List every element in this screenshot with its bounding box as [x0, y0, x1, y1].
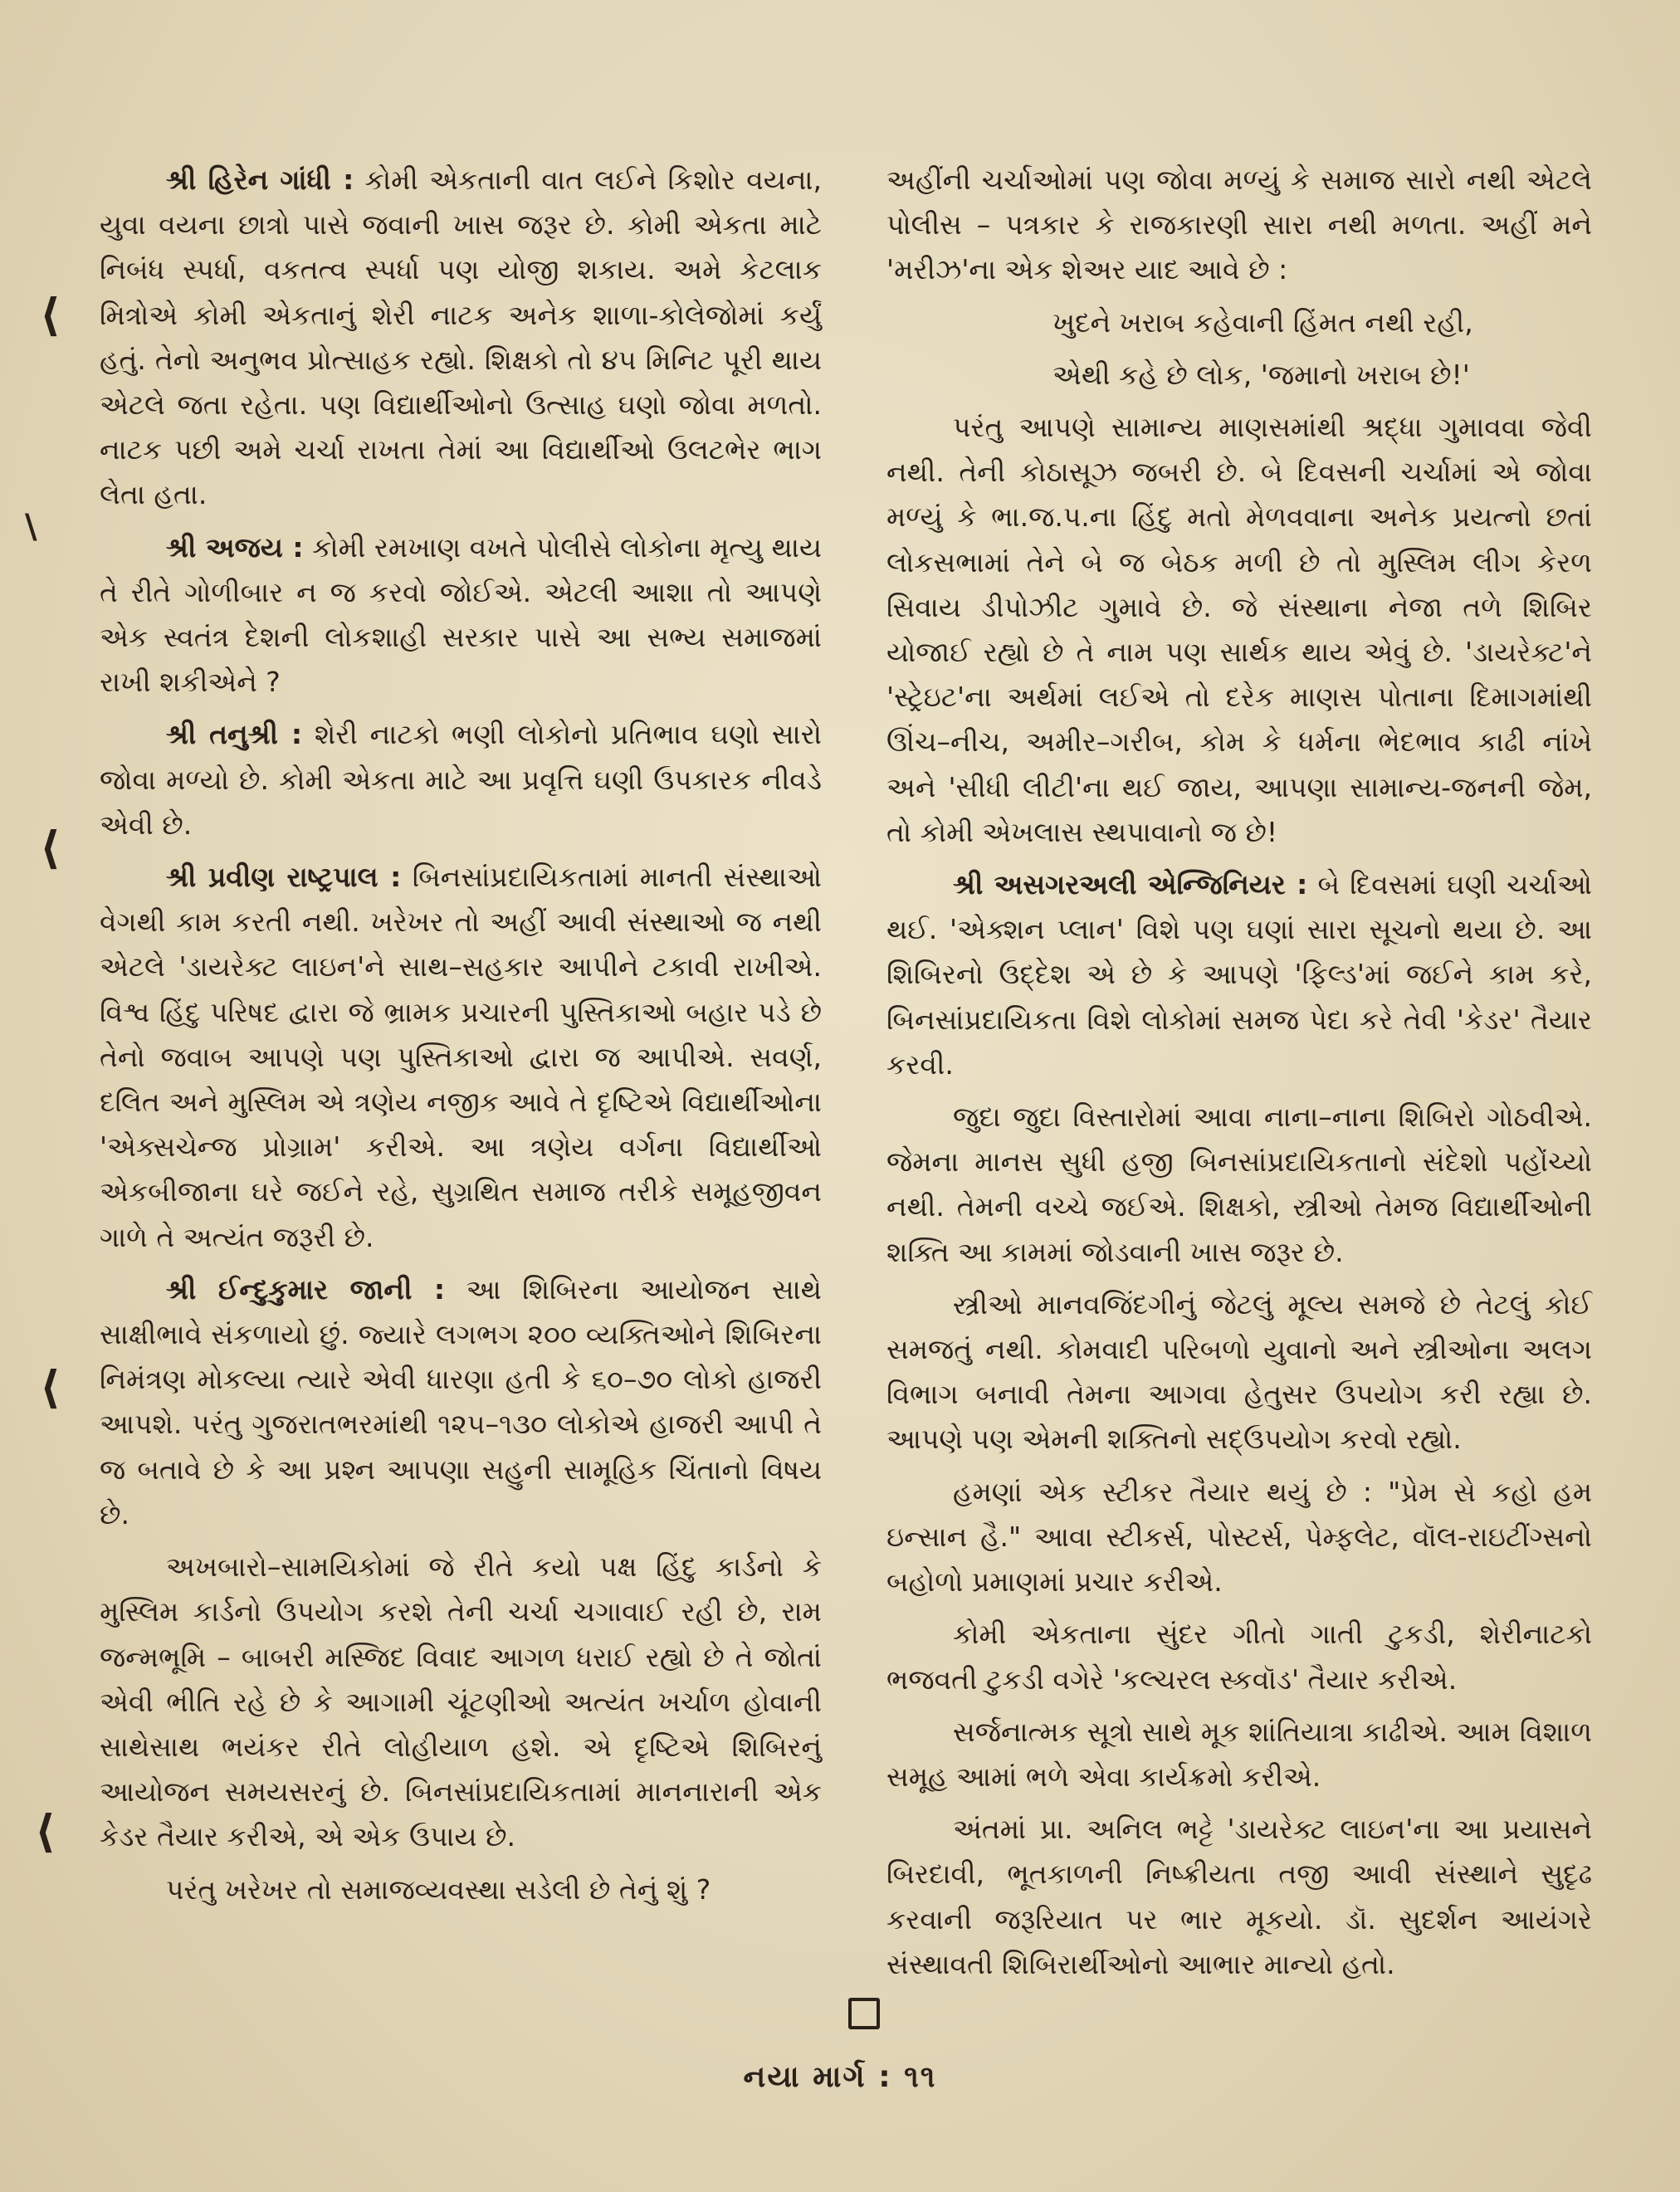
paragraph-text: જુદા જુદા વિસ્તારોમાં આવા નાના–નાના શિબિરો ગોઠવીએ. જેમના માનસ સુધી હજી બિનસાંપ્રદાયિકતાનો સંદેશો પહોંચ્યો નથી. તેમની વચ્ચે જઈએ. શિક્ષકો, સ્ત્રીઓ તેમજ વિદ્યાર્થીઓની શક્તિ આ કામમાં જોડવાની ખાસ જરૂર છે.	[886, 1101, 1592, 1268]
paragraph	[886, 1095, 1592, 1275]
margin-tick-mark: ⟨	[40, 289, 61, 341]
speaker-name: શ્રી અસગરઅલી એન્જિનિયર :	[953, 868, 1308, 901]
paragraph	[100, 712, 822, 847]
paragraph	[100, 855, 822, 1260]
paragraph-text: કોમી એકતાની વાત લઈને કિશોર વયના, યુવા વયના છાત્રો પાસે જવાની ખાસ જરૂર છે. કોમી એકતા માટે નિબંધ સ્પર્ધા, વકતત્વ સ્પર્ધા પણ યોજી શકાય. અમે કેટલાક મિત્રોએ કોમી એકતાનું શેરી નાટક અનેક શાળા-કોલેજોમાં કર્યું હતું. તેનો અનુભવ પ્રોત્સાહક રહ્યો. શિક્ષકો તો ૪૫ મિનિટ પૂરી થાય એટલે જતા રહેતા. પણ વિદ્યાર્થીઓનો ઉત્સાહ ઘણો જોવા મળતો. નાટક પછી અમે ચર્ચા રાખતા તેમાં આ વિદ્યાર્થીઓ ઉલટભેર ભાગ લેતા હતા.	[100, 164, 822, 511]
speaker-name: શ્રી અજય :	[166, 530, 304, 564]
speaker-name: શ્રી પ્રવીણ રાષ્ટ્રપાલ :	[166, 861, 402, 894]
paragraph-text: હમણાં એક સ્ટીકર તૈયાર થયું છે : "પ્રેમ સે કહો હમ ઇન્સાન હૈ." આવા સ્ટીકર્સ, પોસ્ટર્સ, પેમ્ફલેટ, વૉલ-રાઇટીંગ્સનો બહોળો પ્રમાણમાં પ્રચાર કરીએ.	[886, 1475, 1592, 1599]
paragraph-text: બે દિવસમાં ઘણી ચર્ચાઓ થઈ. 'એક્શન પ્લાન' વિશે પણ ઘણાં સારા સૂચનો થયા છે. આ શિબિરનો ઉદ્દેશ એ છે કે આપણે 'ફિલ્ડ'માં જઈને કામ કરે, બિનસાંપ્રદાયિકતા વિશે લોકોમાં સમજ પેદા કરે તેવી 'કેડર' તૈયાર કરવી.	[886, 868, 1592, 1081]
paragraph-text: કોમી રમખાણ વખતે પોલીસે લોકોના મૃત્યુ થાય તે રીતે ગોળીબાર ન જ કરવો જોઈએ. એટલી આશા તો આપણે એક સ્વતંત્ર દેશની લોકશાહી સરકાર પાસે આ સભ્ય સમાજમાં રાખી શકીએને ?	[100, 530, 822, 699]
paragraph	[886, 1470, 1592, 1605]
end-of-article-mark	[848, 1998, 880, 2029]
paragraph-text: શેરી નાટકો ભણી લોકોનો પ્રતિભાવ ઘણો સારો જોવા મળ્યો છે. કોમી એકતા માટે આ પ્રવૃત્તિ ઘણી ઉપકારક નીવડે એવી છે.	[100, 718, 822, 841]
page-footer: નયા માર્ગ : ૧૧	[743, 2060, 937, 2094]
paragraph-text: પરંતુ આપણે સામાન્ય માણસમાંથી શ્રદ્ધા ગુમાવવા જેવી નથી. તેની કોઠાસૂઝ જબરી છે. બે દિવસની ચર્ચામાં એ જોવા મળ્યું કે ભા.જ.પ.ના હિંદુ મતો મેળવવાના અનેક પ્રયત્નો છતાં લોકસભામાં તેને બે જ બેઠક મળી છે તો મુસ્લિમ લીગ કેરળ સિવાય ડીપોઝીટ ગુમાવે છે. જે સંસ્થાના નેજા તળે શિબિર યોજાઈ રહ્યો છે તે નામ પણ સાર્થક થાય એવું છે. 'ડાયરેક્ટ'ને 'સ્ટ્રેઇટ'ના અર્થમાં લઈએ તો દરેક માણસ પોતાના દિમાગમાંથી ઊંચ–નીચ, અમીર–ગરીબ, કોમ કે ધર્મના ભેદભાવ કાઢી નાંખે અને 'સીધી લીટી'ના થઈ જાય, આપણા સામાન્ય-જનની જેમ, તો કોમી એખલાસ સ્થપાવાનો જ છે!	[886, 411, 1592, 848]
speaker-name: શ્રી ઈન્દુકુમાર જાની :	[166, 1272, 446, 1306]
paragraph-text: અખબારો–સામયિકોમાં જે રીતે કયો પક્ષ હિંદુ કાર્ડનો કે મુસ્લિમ કાર્ડનો ઉપયોગ કરશે તેની ચર્ચા ચગાવાઈ રહી છે, રામ જન્મભૂમિ – બાબરી મસ્જિદ વિવાદ આગળ ધરાઈ રહ્યો છે તે જોતાં એવી ભીતિ રહે છે કે આગામી ચૂંટણીઓ અત્યંત ખર્ચાળ હોવાની સાથેસાથ ભયંકર રીતે લોહીયાળ હશે. એ દૃષ્ટિએ શિબિરનું આયોજન સમયસરનું છે. બિનસાંપ્રદાયિકતામાં માનનારાની એક કેડર તૈયાર કરીએ, એ એક ઉપાય છે.	[100, 1550, 822, 1853]
margin-tick-mark: \	[25, 508, 37, 546]
paragraph	[886, 1807, 1592, 1987]
margin-tick-mark: ⟨	[40, 822, 61, 874]
paragraph-text: પરંતુ ખરેખર તો સમાજવ્યવસ્થા સડેલી છે તેનું શું ?	[166, 1872, 711, 1906]
paragraph	[886, 862, 1592, 1087]
paragraph-text: આ શિબિરના આયોજન સાથે સાક્ષીભાવે સંકળાયો છું. જ્યારે લગભગ ૨૦૦ વ્યક્તિઓને શિબિરના નિમંત્રણ મોકલ્યા ત્યારે એવી ધારણા હતી કે ૬૦–૭૦ લોકો હાજરી આપશે. પરંતુ ગુજરાતભરમાંથી ૧૨૫–૧૩૦ લોકોએ હાજરી આપી તે જ બતાવે છે કે આ પ્રશ્ન આપણા સહુની સામૂહિક ચિંતાનો વિષય છે.	[100, 1272, 822, 1530]
paragraph	[100, 158, 822, 518]
paragraph	[886, 1612, 1592, 1701]
paragraph	[886, 405, 1592, 855]
verse-line: એથી કહે છે લોક, 'જમાનો ખરાબ છે!'	[1052, 358, 1470, 391]
paragraph	[100, 1267, 822, 1537]
paragraph: અહીંની ચર્ચાઓમાં પણ જોવા મળ્યું કે સમાજ સારો નથી એટલે પોલીસ – પત્રકાર કે રાજકારણી સારા નથી મળતા. અહીં મને 'મરીઝ'ના એક શેઅર યાદ આવે છે :	[886, 164, 1592, 286]
margin-tick-mark: ⟨	[40, 1361, 61, 1413]
paragraph-text: અંતમાં પ્રા. અનિલ ભટ્ટે 'ડાયરેક્ટ લાઇન'ના આ પ્રયાસને બિરદાવી, ભૂતકાળની નિષ્ક્રીયતા તજી આવી સંસ્થાને સુદૃઢ કરવાની જરૂરિયાત પર ભાર મૂકયો. ડૉ. સુદર્શન આયંગરે સંસ્થાવતી શિબિરાર્થીઓનો આભાર માન્યો હતો.	[886, 1813, 1592, 1980]
speaker-name: શ્રી તનુશ્રી :	[166, 718, 303, 751]
paragraph	[100, 1867, 822, 1912]
margin-tick-mark: ⟨	[35, 1805, 56, 1858]
paragraph-text: કોમી એકતાના સુંદર ગીતો ગાતી ટુકડી, શેરીનાટકો ભજવતી ટુકડી વગેરે 'કલ્ચરલ સ્કવૉડ' તૈયાર કરીએ.	[886, 1618, 1592, 1696]
verse-line: ખુદને ખરાબ કહેવાની હિંમત નથી રહી,	[1052, 305, 1473, 339]
speaker-name: શ્રી હિરેન ગાંધી :	[166, 164, 354, 196]
verse-block	[886, 300, 1592, 398]
left-column	[100, 158, 822, 1920]
paragraph-text: સર્જનાત્મક સૂત્રો સાથે મૂક શાંતિયાત્રા કાઢીએ. આમ વિશાળ સમૂહ આમાં ભળે એવા કાર્યક્રમો કરીએ.	[886, 1715, 1592, 1793]
paragraph	[100, 1545, 822, 1859]
paragraph-text: બિનસાંપ્રદાયિકતામાં માનતી સંસ્થાઓ વેગથી કામ કરતી નથી. ખરેખર તો અહીં આવી સંસ્થાઓ જ નથી એટલે 'ડાયરેક્ટ લાઇન'ને સાથ–સહકાર આપીને ટકાવી રાખીએ. વિશ્વ હિંદુ પરિષદ દ્વારા જે ભ્રામક પ્રચારની પુસ્તિકાઓ બહાર પડે છે તેનો જવાબ આપણે પણ પુસ્તિકાઓ દ્વારા જ આપીએ. સવર્ણ, દલિત અને મુસ્લિમ એ ત્રણેય નજીક આવે તે દૃષ્ટિએ વિદ્યાર્થીઓના 'એક્સચેન્જ પ્રોગ્રામ' કરીએ. આ ત્રણેય વર્ગના વિદ્યાર્થીઓ એકબીજાના ઘરે જઈને રહે, સુગ્રથિત સમાજ તરીકે સમૂહજીવન ગાળે તે અત્યંત જરૂરી છે.	[100, 861, 822, 1253]
paragraph-text: સ્ત્રીઓ માનવજિંદગીનું જેટલું મૂલ્ય સમજે છે તેટલું કોઈ સમજતું નથી. કોમવાદી પરિબળો યુવાનો અને સ્ત્રીઓના અલગ વિભાગ બનાવી તેમના આગવા હેતુસર ઉપયોગ કરી રહ્યા છે. આપણે પણ એમની શક્તિનો સદ્ઉપયોગ કરવો રહ્યો.	[886, 1287, 1592, 1456]
right-column	[886, 158, 1592, 1994]
paragraph	[886, 1710, 1592, 1799]
paragraph	[886, 1282, 1592, 1462]
paragraph	[100, 525, 822, 705]
